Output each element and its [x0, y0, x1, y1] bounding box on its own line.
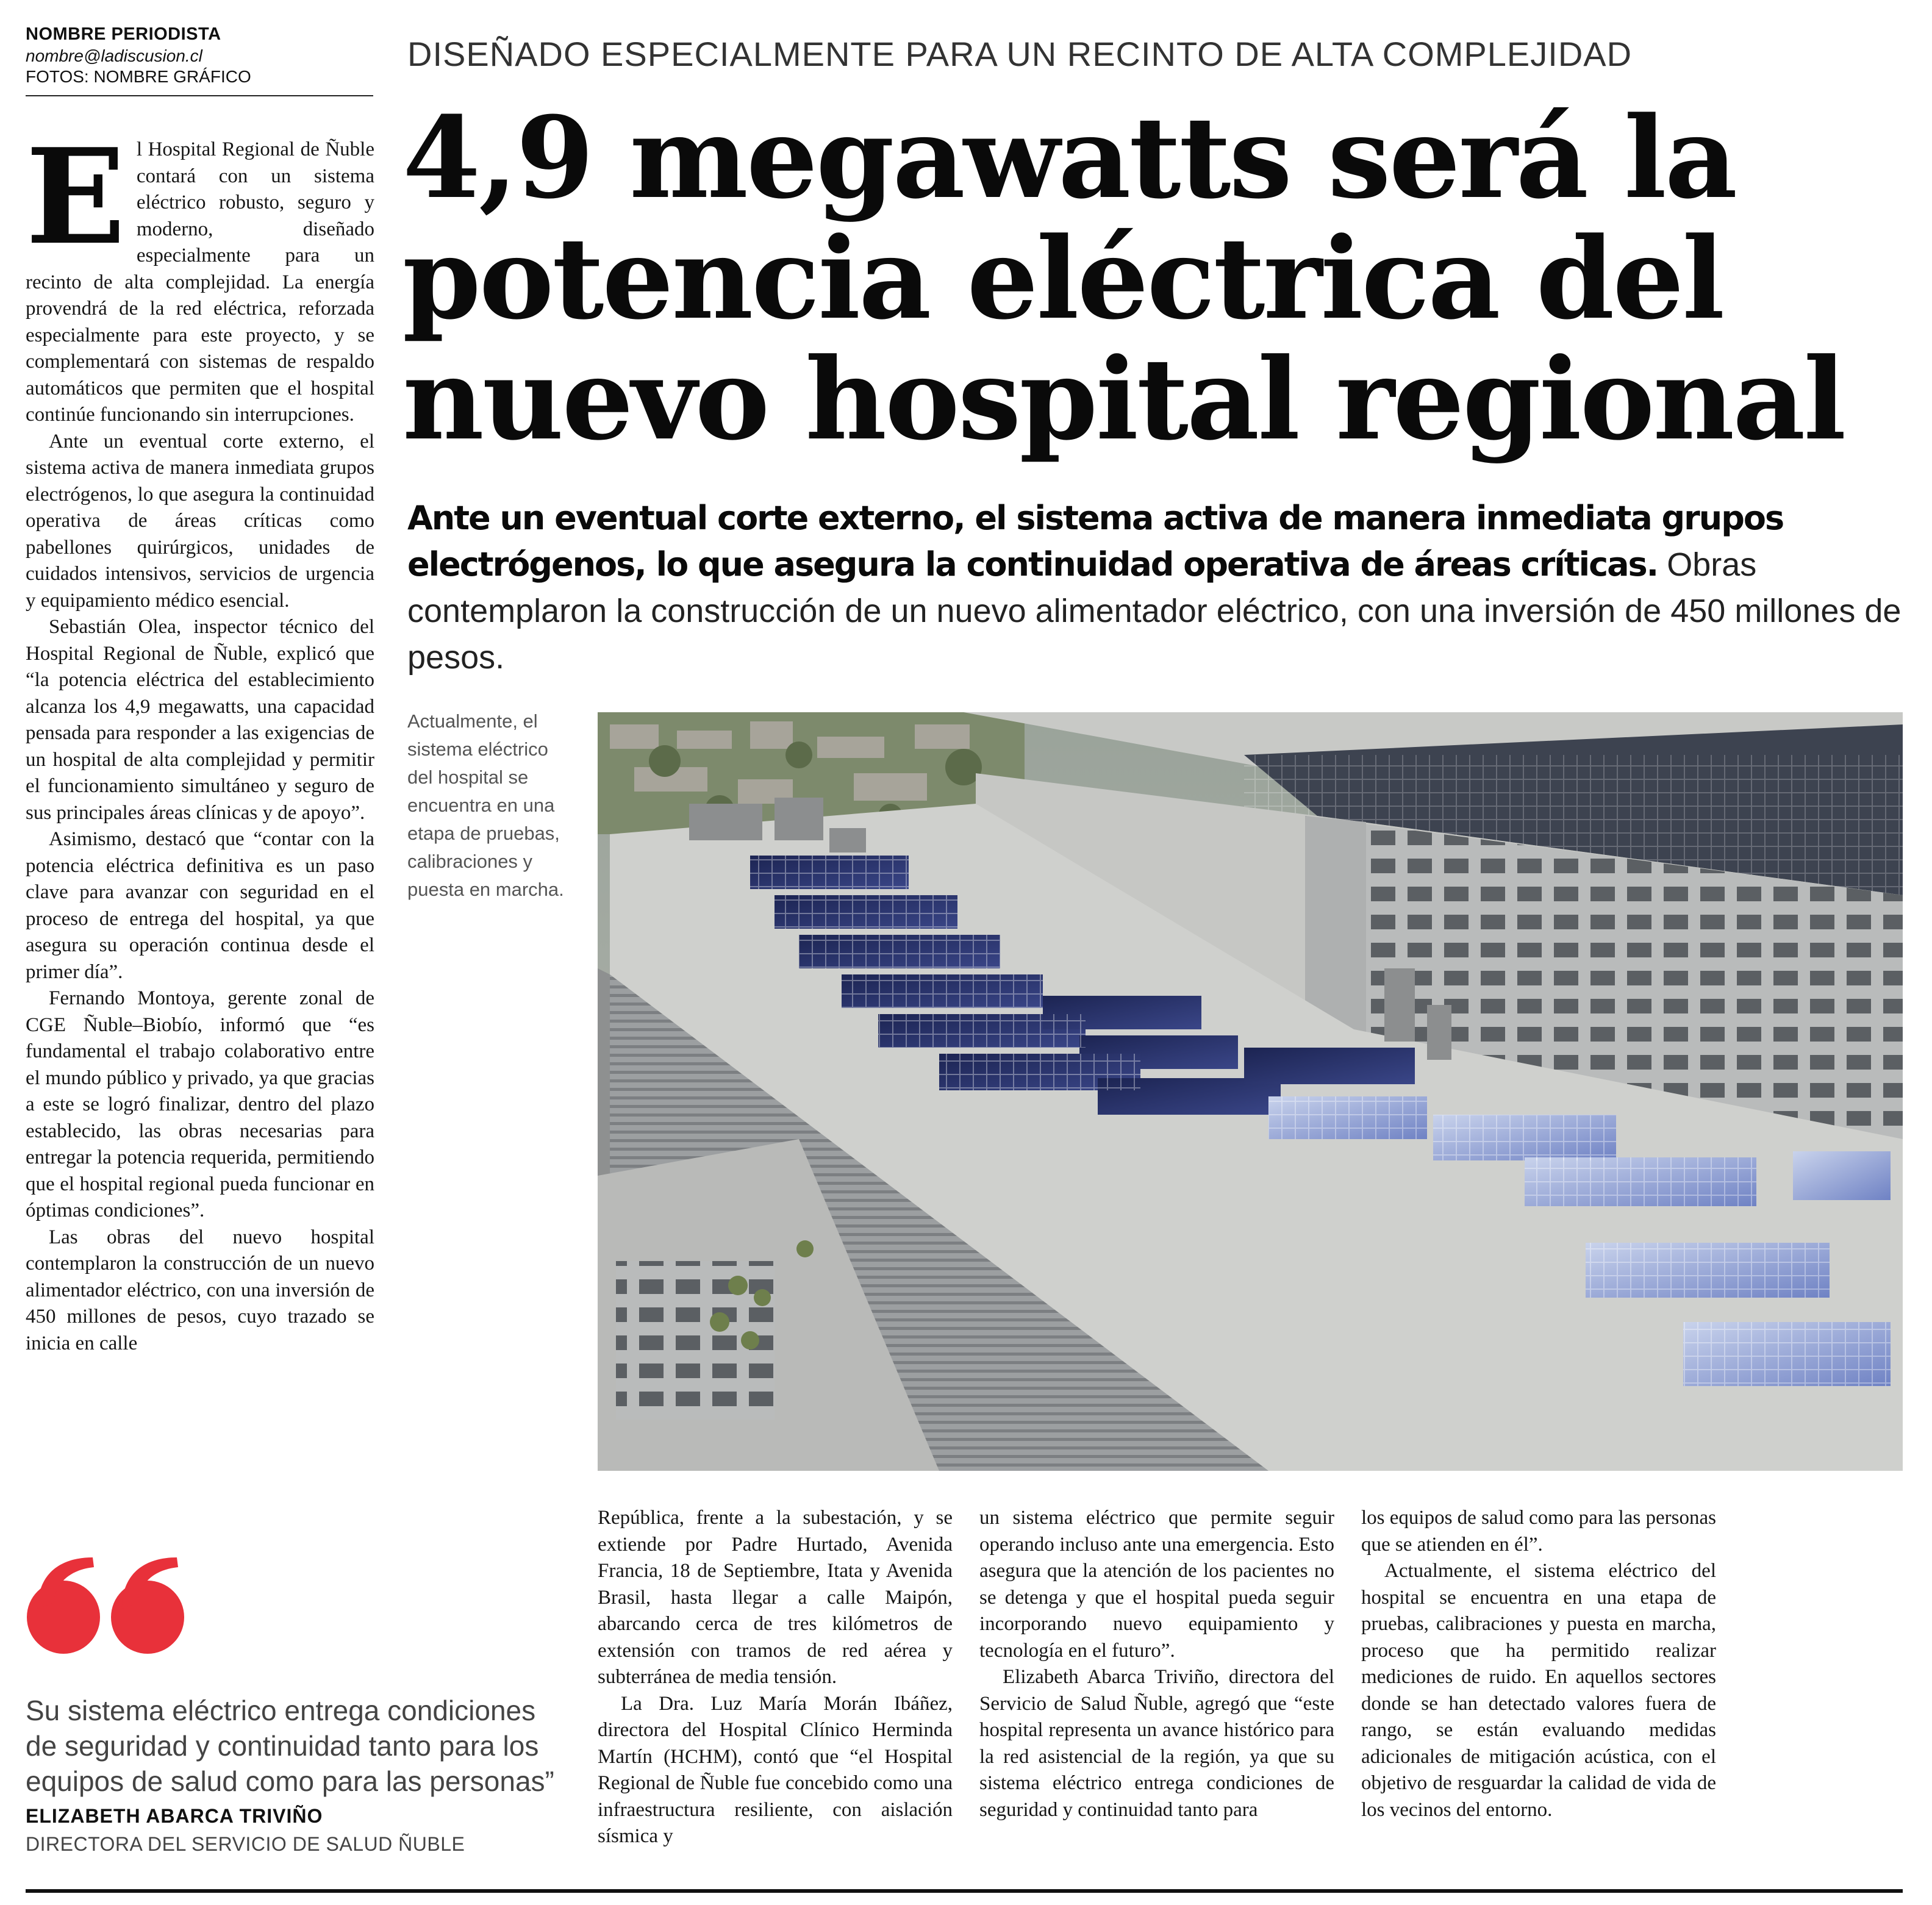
- byline-name: NOMBRE PERIODISTA: [26, 24, 221, 44]
- drop-cap: E: [26, 120, 126, 274]
- paragraph: La Dra. Luz María Morán Ibáñez, directora del Hospital Clínico Herminda Martín (HCHM), contó que “el Hospital Regional de Ñuble fue concebido como una infraestructura resiliente, con aislación sísmica y: [598, 1692, 953, 1847]
- quote-mark-icon: [26, 1554, 190, 1660]
- article-column-3: [979, 1505, 1334, 1823]
- paragraph: Ante un eventual corte externo, el sistema activa de manera inmediata grupos electrógenos, lo que asegura la continuidad operativa de áreas críticas como pabellones quirúrgicos, unidades de cuidados intensivos, servicios de urgencia y equipamiento médico esencial.: [26, 430, 374, 612]
- headline: [402, 92, 1903, 465]
- article-column-1: [26, 120, 374, 1357]
- photo-credit: FOTOS: NOMBRE GRÁFICO: [26, 67, 251, 86]
- byline-email: nombre@ladiscusion.cl: [26, 46, 202, 65]
- headline-line-3: nuevo hospital regional: [402, 334, 1845, 465]
- paragraph: Las obras del nuevo hospital contemplaron la construcción de un nuevo alimentador eléctrico, con una inversión de 450 millones de pesos, cuyo trazado se inicia en calle: [26, 1226, 374, 1354]
- article-column-2: [598, 1505, 953, 1850]
- kicker: DISEÑADO ESPECIALMENTE PARA UN RECINTO DE ALTA COMPLEJIDAD: [407, 35, 1633, 73]
- deck-regular: Obras contemplaron la construcción de un nuevo alimentador eléctrico, con una inversión de 450 millones de pesos.: [407, 546, 1902, 676]
- pull-quote-role: DIRECTORA DEL SERVICIO DE SALUD ÑUBLE: [26, 1833, 465, 1855]
- paragraph: los equipos de salud como para las personas que se atienden en él”.: [1361, 1507, 1716, 1556]
- bottom-divider: [26, 1889, 1903, 1893]
- pull-quote-author: ELIZABETH ABARCA TRIVIÑO: [26, 1805, 323, 1827]
- byline-divider: [26, 95, 373, 96]
- paragraph: Fernando Montoya, gerente zonal de CGE Ñuble–Biobío, informó que “es fundamental el trabajo colaborativo entre el mundo público y privado, ya que gracias a este se logró finalizar, dentro del plazo establecido, las obras necesarias para entregar la potencia requerida, permitiendo que el hospital regional pueda funcionar en óptimas condiciones”.: [26, 987, 374, 1221]
- headline-line-2: potencia eléctrica del: [402, 213, 1723, 345]
- headline-line-1: 4,9 megawatts será la: [402, 92, 1736, 224]
- paragraph: República, frente a la subestación, y se extiende por Padre Hurtado, Avenida Francia, 18 de Septiembre, Itata y Avenida Brasil, hasta llegar a calle Maipón, abarcando cerca de tres kilómetros de extensión con tramos de red aérea y subterránea de media tensión.: [598, 1507, 953, 1688]
- paragraph: Sebastián Olea, inspector técnico del Hospital Regional de Ñuble, explicó que “la potencia eléctrica del establecimiento alcanza los 4,9 megawatts, una capacidad pensada para responder a las exigencias de un hospital de alta complejidad y permitir el funcionamiento simultáneo y seguro de sus principales áreas clínicas y de apoyo”.: [26, 616, 374, 824]
- deck: [407, 495, 1908, 681]
- photo-caption: Actualmente, el sistema eléctrico del hospital se encuentra en una etapa de pruebas, calibraciones y puesta en marcha.: [407, 710, 564, 900]
- hospital-rooftop-photo: [598, 712, 1903, 1471]
- paragraph: l Hospital Regional de Ñuble contará con un sistema eléctrico robusto, seguro y moderno, diseñado especialmente para un recinto de alta complejidad. La energía provendrá de la red eléctrica, reforzada especialmente para este proyecto, y se complementará con sistemas de respaldo automáticos que permiten que el hospital continúe funcionando sin interrupciones.: [26, 138, 374, 426]
- pull-quote-text: Su sistema eléctrico entrega condiciones de seguridad y continuidad tanto para los equipos de salud como para las personas”: [26, 1695, 554, 1797]
- paragraph: Asimismo, destacó que “contar con la potencia eléctrica definitiva es un paso clave para avanzar con seguridad en el proceso de entrega del hospital, ya que asegura su operación continua desde el primer día”.: [26, 828, 374, 983]
- paragraph: Elizabeth Abarca Triviño, directora del Servicio de Salud Ñuble, agregó que “este hospital representa un avance histórico para la red asistencial de la región, ya que su sistema eléctrico entrega condiciones de seguridad y continuidad tanto para: [979, 1666, 1334, 1821]
- article-column-4: [1361, 1505, 1716, 1823]
- paragraph: Actualmente, el sistema eléctrico del hospital se encuentra en una etapa de pruebas, calibraciones y puesta en marcha, proceso que ha permitido realizar mediciones de ruido. En aquellos sectores donde se han detectado valores fuera de rango, se están evaluando medidas adicionales de mitigación acústica, con el objetivo de resguardar la calidad de vida de los vecinos del entorno.: [1361, 1560, 1716, 1821]
- paragraph: un sistema eléctrico que permite seguir operando incluso ante una emergencia. Esto asegura que la atención de los pacientes no se detenga y que el hospital pueda seguir incorporando nuevo equipamiento y tecnología en el futuro”.: [979, 1507, 1334, 1662]
- deck-bold: Ante un eventual corte externo, el sistema activa de manera inmediata grupos electrógenos, lo que asegura la continuidad operativa de áreas críticas.: [407, 499, 1784, 584]
